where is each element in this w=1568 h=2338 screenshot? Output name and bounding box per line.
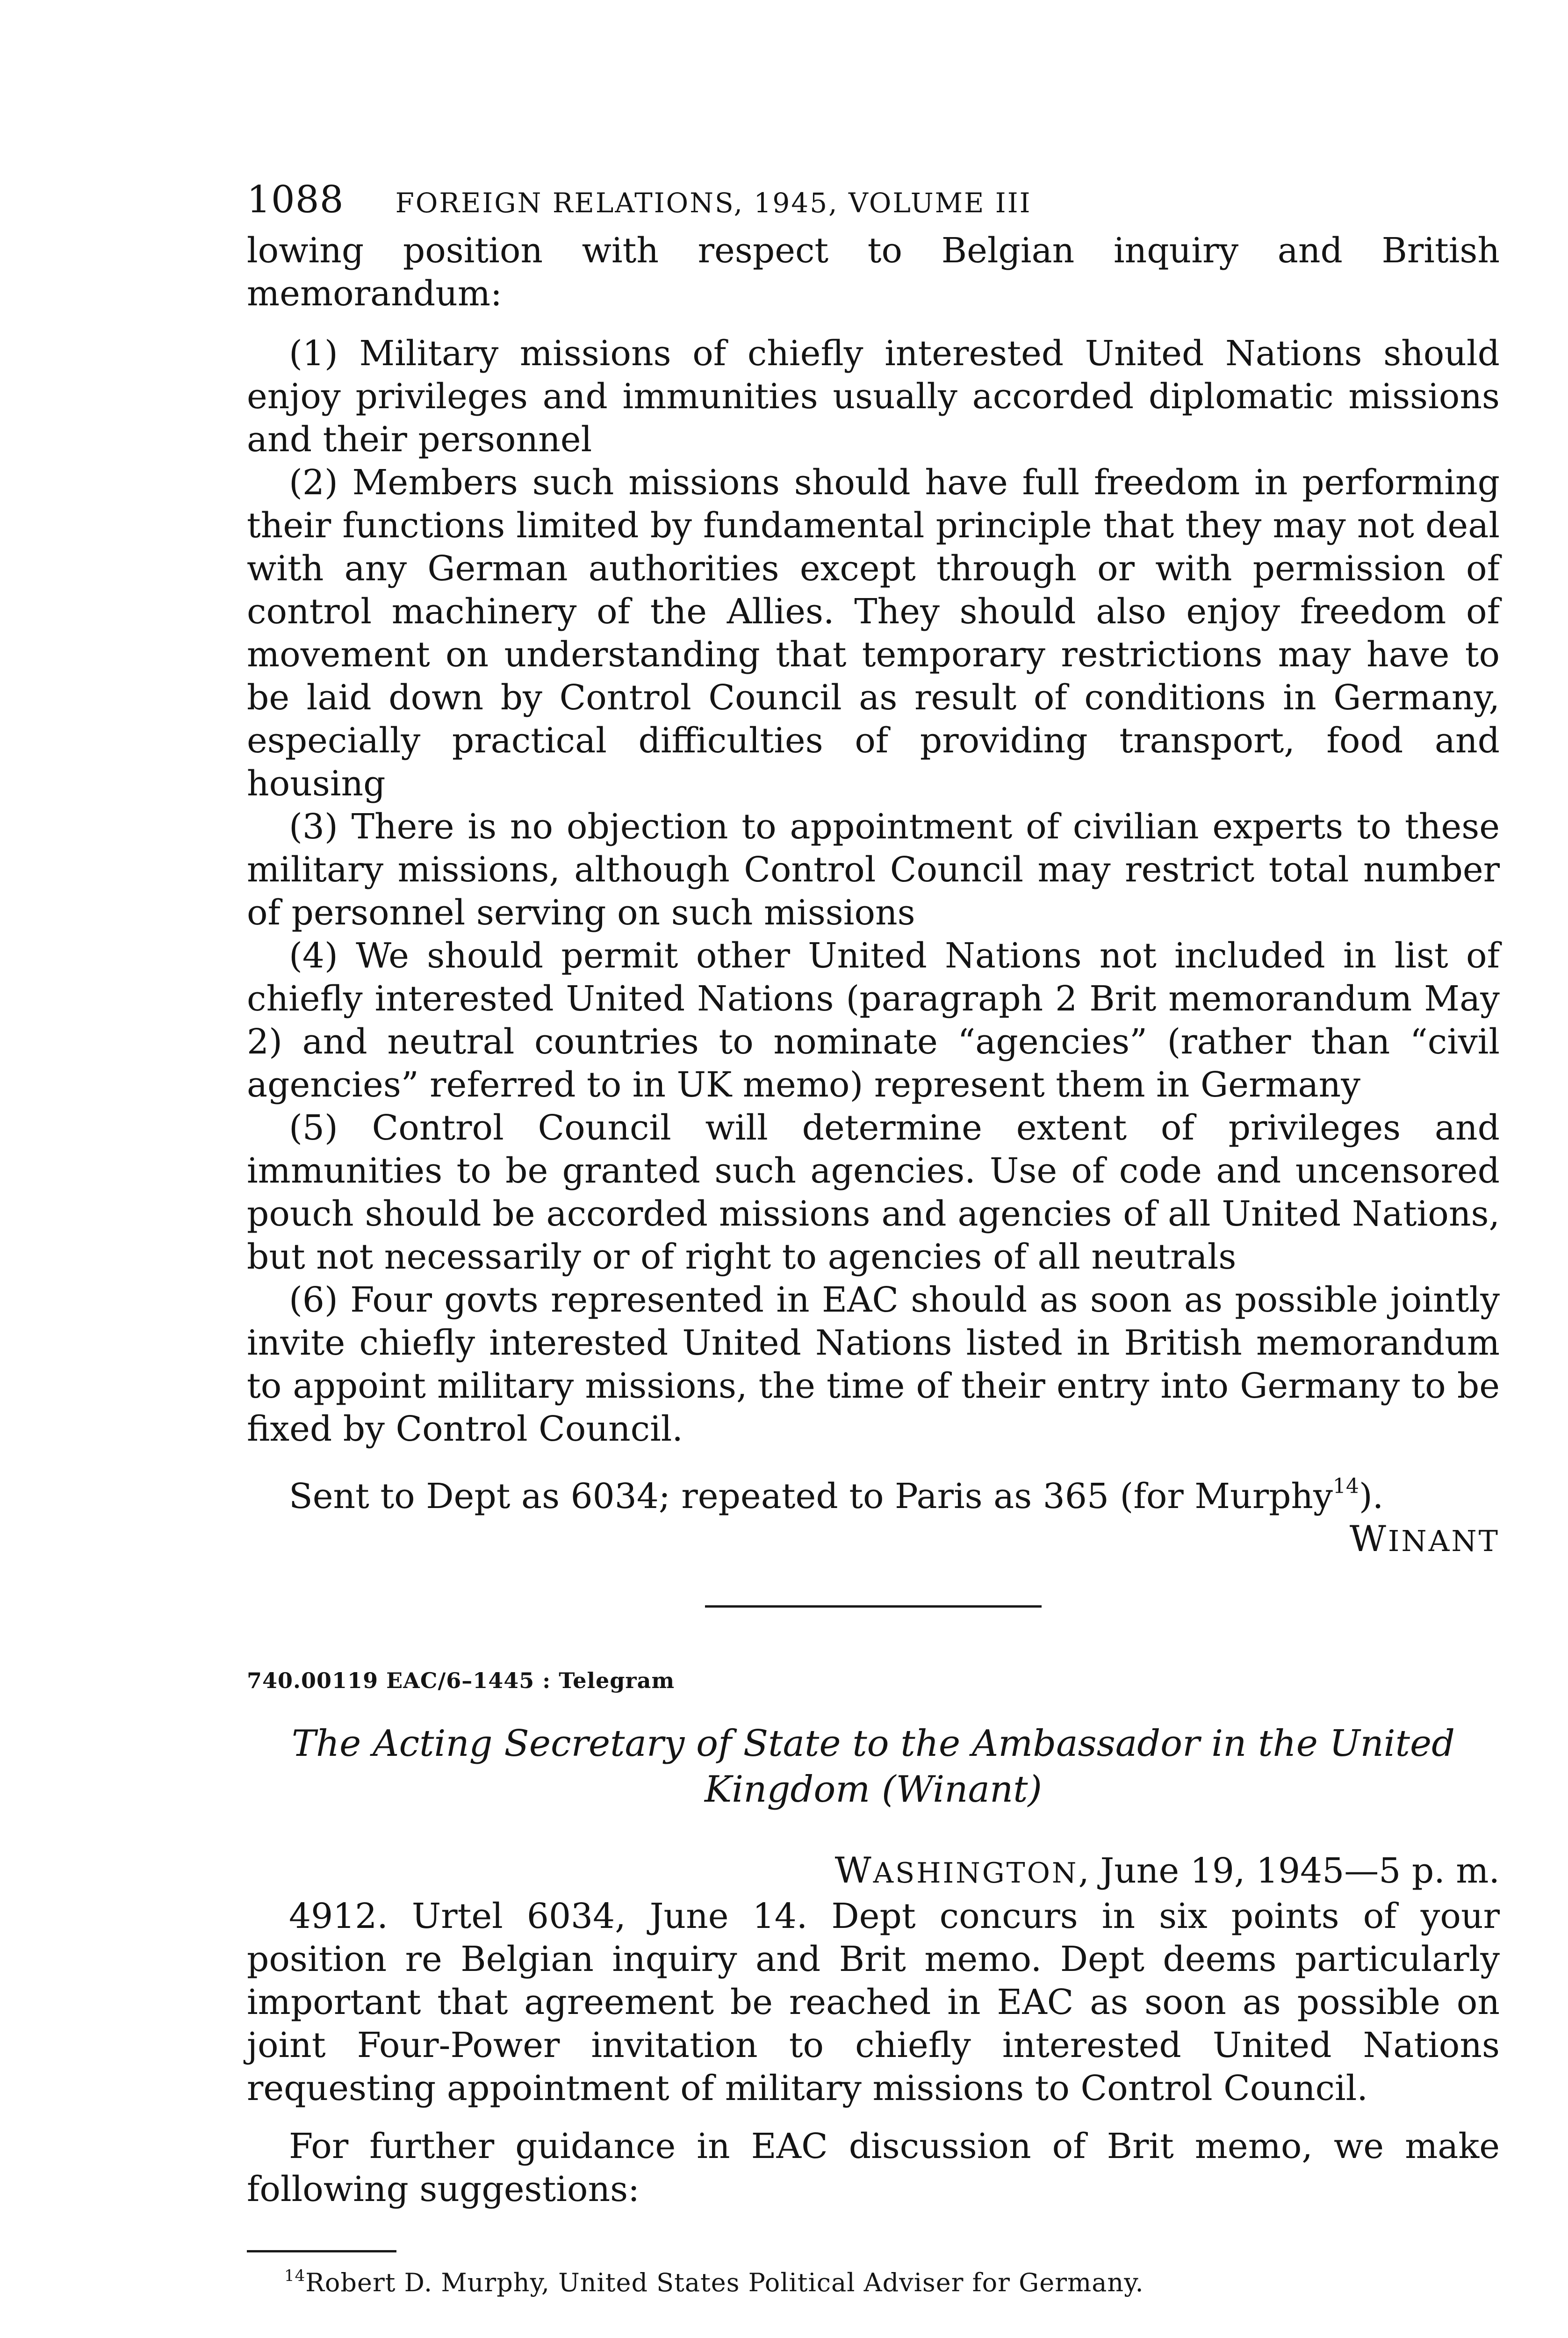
signature-rest: INANT (1388, 1524, 1500, 1558)
footnote-marker: 14 (284, 2266, 306, 2285)
position-point: (2) Members such missions should have full freedom in performing their functions limited by fundamental principle that they may not deal with any German authorities except through or with permission of control machinery of the Allies. They should also enjoy freedom of movement on understanding that temporary restrictions may have to be laid down by Control Council as result of conditions in Germany, especially practical difficulties of providing transport, food and housing (247, 462, 1500, 804)
body-text (247, 229, 1500, 2211)
file-reference: 740.00119 EAC/6–1445 : Telegram (247, 1668, 675, 1693)
footnote (247, 2266, 1500, 2299)
running-head (247, 178, 1500, 229)
telegram-paragraph-1: 4912. Urtel 6034, June 14. Dept concurs in six points of your position re Belgian inquiry and Brit memo. Dept deems particularly important that agreement be reached in EAC as soon as possible on joint Four-Power invitation to chiefly interested United Nations requesting appointment of military missions to Control Council. (247, 1896, 1500, 2108)
section-separator (705, 1605, 1042, 1608)
page-number: 1088 (247, 178, 344, 221)
sent-text: Sent to Dept as 6034; repeated to Paris as 365 (for Murphy (289, 1476, 1333, 1516)
position-point: (1) Military missions of chiefly interested United Nations should enjoy privileges and immunities usually accorded diplomatic missions and their personnel (247, 333, 1500, 460)
dateline-place (834, 1849, 1079, 1891)
telegram-paragraph-2: For further guidance in EAC discussion of Brit memo, we make following suggestions: (247, 2126, 1500, 2209)
dateline-place-rest: ASHINGTON (873, 1857, 1079, 1890)
signature-initial: W (1349, 1518, 1388, 1559)
running-title: FOREIGN RELATIONS, 1945, VOLUME III (395, 187, 1032, 219)
sent-end: ). (1359, 1476, 1384, 1516)
dateline-date: , June 19, 1945—5 p. m. (1078, 1851, 1500, 1891)
document-title-line-1: The Acting Secretary of State to the Ambassador in the United (291, 1723, 1455, 1765)
sent-line (247, 1475, 1500, 1518)
position-point: (5) Control Council will determine extent of privileges and immunities to be granted such agencies. Use of code and uncensored pouch should be accorded missions and agencies of all United Nations, but not necessarily or of right to agencies of all neutrals (247, 1108, 1500, 1277)
document-title-line-2: Kingdom (Winant) (705, 1768, 1042, 1811)
position-points-list (247, 332, 1500, 1450)
footnote-rule (247, 2250, 396, 2252)
footnote-reference[interactable]: 14 (1332, 1474, 1359, 1498)
signature (247, 1518, 1500, 1562)
document-title (247, 1721, 1500, 1812)
position-point: (4) We should permit other United Nations not included in list of chiefly interested United Nations (paragraph 2 Brit memorandum May 2) and neutral countries to nominate “agencies” (rather than “civil agencies” referred to in UK memo) represent them in Germany (247, 936, 1500, 1105)
document-page (247, 178, 1500, 2299)
position-point: (6) Four govts represented in EAC should as soon as possible jointly invite chiefly interested United Nations listed in British memorandum to appoint military missions, the time of their entry into Germany to be fixed by Control Council. (247, 1280, 1500, 1449)
position-point: (3) There is no objection to appointment of civilian experts to these military missions, although Control Council may restrict total number of personnel serving on such missions (247, 807, 1500, 933)
dateline-place-initial: W (834, 1849, 873, 1891)
dateline (247, 1849, 1500, 1895)
opening-paragraph: lowing position with respect to Belgian inquiry and British memorandum: (247, 231, 1500, 314)
footnote-text: Robert D. Murphy, United States Political Adviser for Germany. (305, 2268, 1144, 2297)
